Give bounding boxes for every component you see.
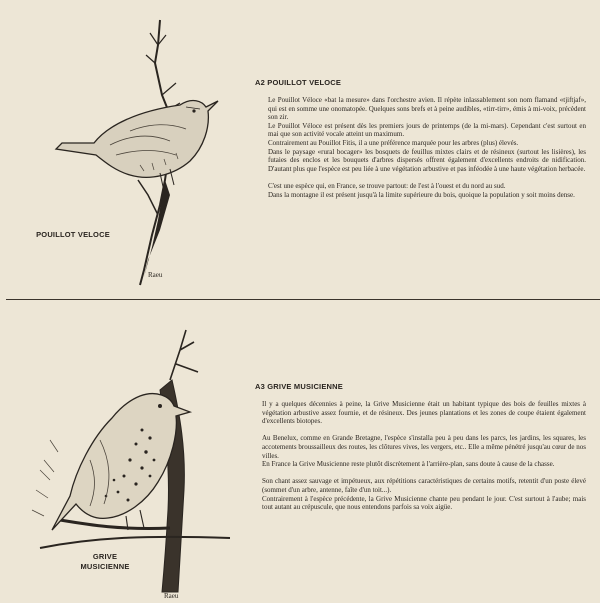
paragraph-gap <box>262 469 586 478</box>
paragraph: Il y a quelques décennies à peine, la Grive Musicienne était un habitant typique des bois de feuilles mixtes à végétation arbustive assez fournie, et de résineux. Des jeunes plantations et les zones de coupe étaient également d'excellents biotopes. <box>262 400 586 426</box>
paragraph-gap <box>268 173 586 182</box>
pouillot-caption: POUILLOT VELOCE <box>36 230 110 239</box>
paragraph: Le Pouillot Véloce est présent dès les premiers jours de printemps (de la mi-mars). Cependant c'est surtout en mai que son activité vocale atteint un maximum. <box>268 121 586 139</box>
grive-heading: A3 GRIVE MUSICIENNE <box>255 382 343 391</box>
paragraph-gap <box>262 426 586 435</box>
paragraph: Le Pouillot Véloce «bat la mesure» dans l'orchestre avien. Il répète inlassablement son nom flamand «tjiftjaf», qui est en somme une onomatopée. Quelques sons brefs et à peine audibles, «tirr-tirr», émis à mi-voix, précèdent son zir. <box>268 96 586 122</box>
illustrator-signature: Raeu <box>148 271 163 279</box>
grive-caption-line1: GRIVE <box>92 552 118 561</box>
paragraph: Au Benelux, comme en Grande Bretagne, l'espèce s'installa peu à peu dans les parcs, les jardins, les squares, les accotements broussailleux des routes, les clôtures vives, les vergers, etc.. Elle a même pénétré jusqu'au cœur de nos villes. <box>262 434 586 460</box>
paragraph: Contrairement au Pouillot Fitis, il a une préférence marquée pour les arbres (plus) élevés. <box>268 138 519 147</box>
grive-caption-line2: MUSICIENNE <box>80 562 130 571</box>
paragraph: Dans la montagne il est présent jusqu'à la limite supérieure du bois, quoique la population y soit moins dense. <box>268 190 575 199</box>
grive-body <box>262 400 586 512</box>
section-pouillot-veloce <box>0 0 600 300</box>
paragraph: Dans le paysage «rural bocager» les bosquets de feuillus mixtes clairs et de résineux (surtout les lisières), les futaies des enclos et les bouquets d'arbres dispersés offrent également d'excellents endroits de nidification. D'autant plus que l'espèce est peu liée à une végétation arbustive et pas inféodée à une haute végétation herbacée. <box>268 147 586 173</box>
section-grive-musicienne <box>0 300 600 603</box>
pouillot-heading: A2 POUILLOT VELOCE <box>255 78 342 87</box>
paragraph: En France la Grive Musicienne reste plutôt discrètement à l'arrière-plan, sans doute à cause de la chasse. <box>262 460 555 469</box>
pouillot-veloce-illustration <box>20 15 235 290</box>
illustrator-signature: Raeu <box>164 592 179 600</box>
pouillot-body <box>268 96 586 199</box>
paragraph: Contrairement à l'espèce précédente, la Grive Musicienne chante peu pendant le jour. C'est surtout à l'aube; mais tout autant au crépuscule, que nous entendons parfois sa voix aigüe. <box>262 494 586 512</box>
paragraph: Son chant assez sauvage et impétueux, aux répétitions caractéristiques de certains motifs, retentit d'un poste élevé (sommet d'un arbre, antenne, faîte d'un toit...). <box>262 477 586 494</box>
paragraph: C'est une espèce qui, en France, se trouve partout: de l'est à l'ouest et du nord au sud. <box>268 181 506 190</box>
grive-caption <box>60 552 150 572</box>
